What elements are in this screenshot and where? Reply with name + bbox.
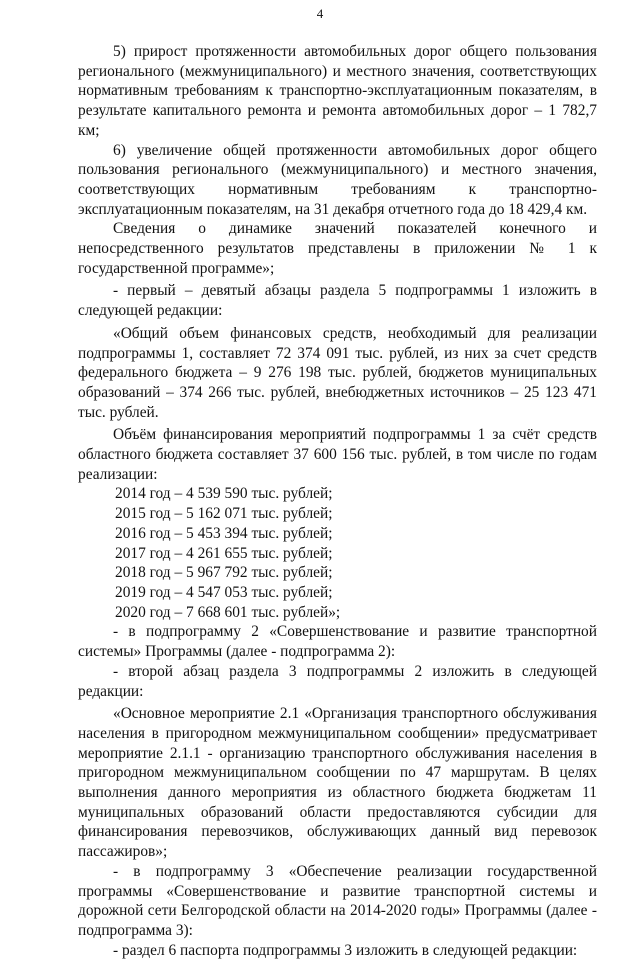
paragraph-item-6: 6) увеличение общей протяженности автомобильных дорог общего пользования регионального (межмуниципального) и местного значения, соответствующих нормативным требованиям к транспортно-эксплуатационным показателям, на 31 декабря отчетного года до 18 429,4 км. xyxy=(78,141,597,218)
list-item: 2018 год – 5 967 792 тыс. рублей; xyxy=(115,564,333,582)
list-item: 2016 год – 5 453 394 тыс. рублей; xyxy=(115,524,333,542)
list-item: 2020 год – 7 668 601 тыс. рублей»; xyxy=(115,603,341,621)
paragraph-total-funding: «Общий объем финансовых средств, необходимый для реализации подпрограммы 1, составляет 72 374 091 тыс. рублей, из них за счет средств федерального бюджета – 9 276 198 тыс. рублей, бюджетов муниципальных образований – 374 266 тыс. рублей, внебюджетных источников – 25 123 471 тыс. рублей. xyxy=(78,324,597,421)
page-number: 4 xyxy=(316,6,324,21)
paragraph-item-5: 5) прирост протяженности автомобильных дорог общего пользования регионального (межмуниципального) и местного значения, соответствующих нормативным требованиям к транспортно-эксплуатационным показателям, в результате капитального ремонта и ремонта автомобильных дорог – 1 782,7 км; xyxy=(78,43,597,139)
paragraph-indicators-info: Сведения о динамике значений показателей конечного и непосредственного результатов представлены в приложении № 1 к государственной программе»; xyxy=(78,220,597,277)
paragraph-subprogram2: - в подпрограмму 2 «Совершенствование и развитие транспортной системы» Программы (далее - подпрограмма 2): xyxy=(78,623,597,661)
list-item: 2019 год – 4 547 053 тыс. рублей; xyxy=(115,583,333,601)
list-item: 2014 год – 4 539 590 тыс. рублей; xyxy=(115,485,333,503)
list-item: 2015 год – 5 162 071 тыс. рублей; xyxy=(115,505,333,523)
list-item: 2017 год – 4 261 655 тыс. рублей; xyxy=(115,544,333,562)
yearly-funding-list xyxy=(78,484,597,622)
paragraph-main-activity: «Основное мероприятие 2.1 «Организация транспортного обслуживания населения в пригородном межмуниципальном сообщении» предусматривает мероприятие 2.1.1 - организацию транспортного обслуживания населения в пригородном межмуниципальном сообщении по 47 маршрутам. В целях выполнения данного мероприятия из областного бюджета бюджетам 11 муниципальных образований области предоставляются субсидии для финансирования перевозчиков, обслуживающих данный вид перевозок пассажиров»; xyxy=(78,705,597,861)
document-body xyxy=(78,42,597,960)
paragraph-instruction-passport: - раздел 6 паспорта подпрограммы 3 изложить в следующей редакции: xyxy=(113,941,578,959)
paragraph-instruction-section3: - второй абзац раздела 3 подпрограммы 2 изложить в следующей редакции: xyxy=(78,662,597,700)
paragraph-instruction-section5: - первый – девятый абзацы раздела 5 подпрограммы 1 изложить в следующей редакции: xyxy=(78,282,597,320)
paragraph-subprogram3: - в подпрограмму 3 «Обеспечение реализации государственной программы «Совершенствование и развитие транспортной системы и дорожной сети Белгородской области на 2014-2020 годы» Программы (далее - подпрограмма 3): xyxy=(78,862,597,939)
paragraph-regional-funding: Объём финансирования мероприятий подпрограммы 1 за счёт средств областного бюджета составляет 37 600 156 тыс. рублей, в том числе по годам реализации: xyxy=(78,426,597,483)
